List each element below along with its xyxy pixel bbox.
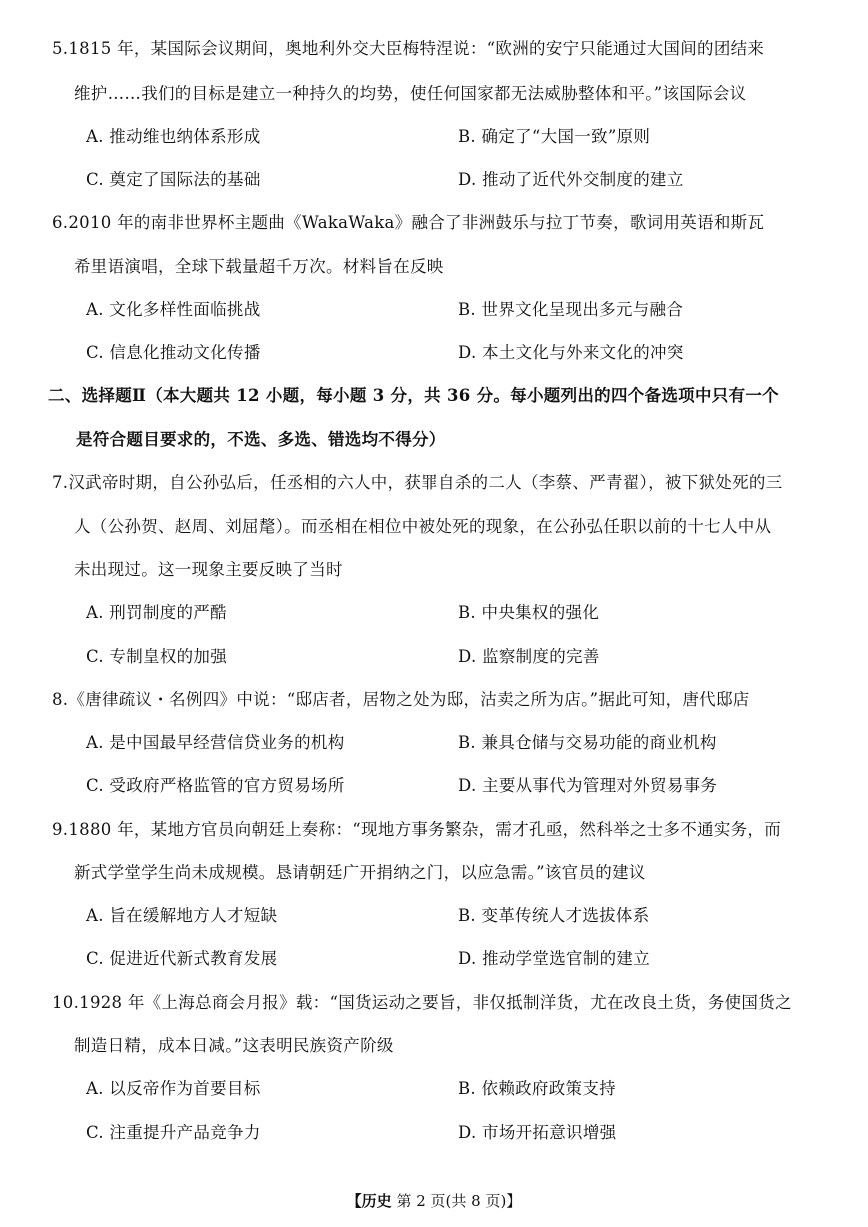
question-10-option-d[interactable]: D. 市场开拓意识增强 xyxy=(458,1123,617,1142)
question-5-stem-line-2: 维护……我们的目标是建立一种持久的均势，使任何国家都无法威胁整体和平。”该国际会议 xyxy=(74,84,747,103)
page-footer xyxy=(0,1190,868,1212)
question-5-option-c[interactable]: C. 奠定了国际法的基础 xyxy=(86,170,261,189)
question-6-option-a[interactable]: A. 文化多样性面临挑战 xyxy=(86,300,261,319)
question-5-stem-line-1: 5.1815 年，某国际会议期间，奥地利外交大臣梅特涅说：“欧洲的安宁只能通过大国间的团结来 xyxy=(52,39,765,58)
question-6-stem-line-2: 希里语演唱，全球下载量超千万次。材料旨在反映 xyxy=(74,257,444,276)
question-5-option-b[interactable]: B. 确定了“大国一致”原则 xyxy=(458,127,651,146)
question-9-option-a[interactable]: A. 旨在缓解地方人才短缺 xyxy=(86,906,278,925)
question-10-stem-line-2: 制造日精，成本日减。”这表明民族资产阶级 xyxy=(74,1036,394,1055)
question-6-option-d[interactable]: D. 本土文化与外来文化的冲突 xyxy=(458,343,684,362)
footer-subject: 【历史 xyxy=(346,1192,392,1210)
question-6-option-c[interactable]: C. 信息化推动文化传播 xyxy=(86,343,261,362)
question-7-stem-line-3: 未出现过。这一现象主要反映了当时 xyxy=(74,560,343,579)
question-9-option-d[interactable]: D. 推动学堂选官制的建立 xyxy=(458,949,651,968)
question-6-option-b[interactable]: B. 世界文化呈现出多元与融合 xyxy=(458,300,684,319)
question-9-stem-line-2: 新式学堂学生尚未成规模。恳请朝廷广开捐纳之门，以应急需。”该官员的建议 xyxy=(74,863,646,882)
question-7-option-c[interactable]: C. 专制皇权的加强 xyxy=(86,647,228,666)
question-7-stem-line-1: 7.汉武帝时期，自公孙弘后，任丞相的六人中，获罪自杀的二人（李蔡、严青翟），被下狱处死的三 xyxy=(52,473,783,492)
question-10-option-a[interactable]: A. 以反帝作为首要目标 xyxy=(86,1079,261,1098)
question-6-stem-line-1: 6.2010 年的南非世界杯主题曲《WakaWaka》融合了非洲鼓乐与拉丁节奏，歌词用英语和斯瓦 xyxy=(52,213,765,232)
question-9-option-b[interactable]: B. 变革传统人才选拔体系 xyxy=(458,906,650,925)
question-8-option-b[interactable]: B. 兼具仓储与交易功能的商业机构 xyxy=(458,733,717,752)
question-8-stem-line-1: 8.《唐律疏议・名例四》中说：“邸店者，居物之处为邸，沽卖之所为店。”据此可知，唐代邸店 xyxy=(52,690,750,709)
section-2-header-line-1: 二、选择题Ⅱ（本大题共 12 小题，每小题 3 分，共 36 分。每小题列出的四个备选项中只有一个 xyxy=(48,386,779,405)
question-5-option-a[interactable]: A. 推动维也纳体系形成 xyxy=(86,127,261,146)
question-10-option-b[interactable]: B. 依赖政府政策支持 xyxy=(458,1079,616,1098)
question-10-stem-line-1: 10.1928 年《上海总商会月报》载：“国货运动之要旨，非仅抵制洋货，尤在改良土货，务使国货之 xyxy=(52,993,792,1012)
section-2-header-line-2: 是符合题目要求的，不选、多选、错选均不得分） xyxy=(76,430,446,449)
question-8-option-d[interactable]: D. 主要从事代为管理对外贸易事务 xyxy=(458,776,718,795)
question-7-option-a[interactable]: A. 刑罚制度的严酷 xyxy=(86,603,227,622)
question-7-option-d[interactable]: D. 监察制度的完善 xyxy=(458,647,600,666)
footer-page-number: 第 2 页(共 8 页)】 xyxy=(396,1192,522,1210)
question-10-option-c[interactable]: C. 注重提升产品竞争力 xyxy=(86,1123,261,1142)
question-8-option-c[interactable]: C. 受政府严格监管的官方贸易场所 xyxy=(86,776,345,795)
question-5-option-d[interactable]: D. 推动了近代外交制度的建立 xyxy=(458,170,684,189)
question-7-option-b[interactable]: B. 中央集权的强化 xyxy=(458,603,600,622)
question-9-stem-line-1: 9.1880 年，某地方官员向朝廷上奏称：“现地方事务繁杂，需才孔亟，然科举之士多不通实务，而 xyxy=(52,820,782,839)
question-9-option-c[interactable]: C. 促进近代新式教育发展 xyxy=(86,949,278,968)
question-8-option-a[interactable]: A. 是中国最早经营信贷业务的机构 xyxy=(86,733,345,752)
question-7-stem-line-2: 人（公孙贺、赵周、刘屈氂）。而丞相在相位中被处死的现象，在公孙弘任职以前的十七人中从 xyxy=(74,517,772,536)
